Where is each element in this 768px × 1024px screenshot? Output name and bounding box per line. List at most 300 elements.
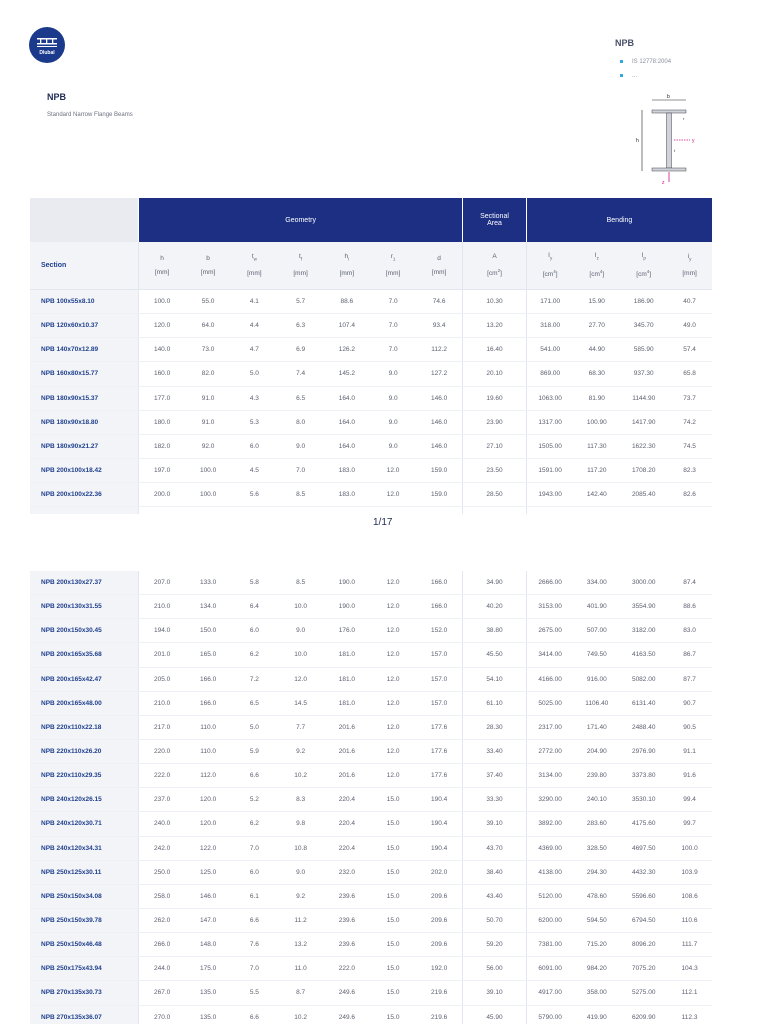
value-cell: 190.0 bbox=[324, 595, 370, 619]
value-cell: 5.7 bbox=[277, 290, 323, 314]
value-cell bbox=[573, 507, 620, 514]
column-symbol: i bbox=[687, 253, 690, 261]
value-cell: 10.30 bbox=[463, 290, 527, 314]
value-cell: 4.1 bbox=[231, 290, 277, 314]
value-cell: 5.3 bbox=[231, 410, 277, 434]
value-cell: 328.50 bbox=[573, 836, 620, 860]
value-cell: 4369.00 bbox=[526, 836, 573, 860]
table-row bbox=[30, 1005, 712, 1024]
section-name-cell: NPB 270x135x36.07 bbox=[30, 1005, 139, 1024]
value-cell: 91.0 bbox=[185, 386, 231, 410]
section-name-cell: NPB 200x100x22.36 bbox=[30, 483, 139, 507]
value-cell: 104.3 bbox=[667, 957, 712, 981]
value-cell: 125.0 bbox=[185, 860, 231, 884]
value-cell: 7075.20 bbox=[620, 957, 667, 981]
value-cell: 45.50 bbox=[462, 643, 526, 667]
value-cell: 15.0 bbox=[370, 933, 416, 957]
table-row bbox=[30, 643, 712, 667]
value-cell: 110.0 bbox=[185, 715, 231, 739]
value-cell: 6.5 bbox=[277, 386, 323, 410]
value-cell: 142.40 bbox=[573, 483, 620, 507]
value-cell: 68.30 bbox=[573, 362, 620, 386]
value-cell: 92.0 bbox=[185, 434, 231, 458]
value-cell: 240.0 bbox=[139, 812, 185, 836]
group-header-area-line1: Sectional bbox=[480, 213, 509, 220]
value-cell: 478.60 bbox=[573, 884, 620, 908]
table-row bbox=[30, 884, 712, 908]
value-cell: 1106.40 bbox=[573, 691, 620, 715]
column-symbol-subscript: y bbox=[689, 256, 692, 262]
value-cell: 181.0 bbox=[324, 643, 370, 667]
column-unit-end: ] bbox=[602, 271, 605, 279]
value-cell: 242.0 bbox=[139, 836, 185, 860]
value-cell: 10.8 bbox=[277, 836, 323, 860]
value-cell: 222.0 bbox=[324, 957, 370, 981]
value-cell: 4.7 bbox=[231, 338, 277, 362]
value-cell: 239.6 bbox=[324, 933, 370, 957]
value-cell: 112.2 bbox=[416, 338, 462, 362]
value-cell: 23.50 bbox=[463, 458, 527, 482]
value-cell: 5596.60 bbox=[620, 884, 667, 908]
value-cell: 103.9 bbox=[667, 860, 712, 884]
column-unit-superscript: 4 bbox=[599, 269, 603, 275]
value-cell: 239.6 bbox=[324, 908, 370, 932]
value-cell: 11.2 bbox=[277, 908, 323, 932]
value-cell: 6.1 bbox=[231, 884, 277, 908]
value-cell: 12.0 bbox=[370, 458, 416, 482]
side-title: NPB bbox=[615, 38, 635, 48]
column-unit: [mm] bbox=[339, 269, 355, 277]
section-name-cell: NPB 240x120x34.31 bbox=[30, 836, 139, 860]
value-cell: 74.5 bbox=[667, 434, 712, 458]
value-cell: 869.00 bbox=[526, 362, 573, 386]
value-cell: 4432.30 bbox=[620, 860, 667, 884]
section-name-cell: NPB 270x135x30.73 bbox=[30, 981, 139, 1005]
label-y: y bbox=[692, 138, 695, 144]
value-cell: 6794.50 bbox=[620, 908, 667, 932]
value-cell: 594.50 bbox=[573, 908, 620, 932]
value-cell: 15.0 bbox=[370, 957, 416, 981]
table-row bbox=[30, 788, 712, 812]
group-header-area-line2: Area bbox=[487, 220, 502, 227]
value-cell: 334.00 bbox=[573, 571, 620, 595]
table-row bbox=[30, 483, 712, 507]
table-row bbox=[30, 860, 712, 884]
value-cell: 108.6 bbox=[667, 884, 712, 908]
value-cell: 20.10 bbox=[463, 362, 527, 386]
table-row bbox=[30, 908, 712, 932]
value-cell: 157.0 bbox=[416, 643, 462, 667]
value-cell: 180.0 bbox=[139, 410, 185, 434]
value-cell: 5.0 bbox=[231, 362, 277, 386]
table-row bbox=[30, 362, 712, 386]
value-cell: 9.2 bbox=[277, 739, 323, 763]
column-header bbox=[370, 242, 416, 290]
section-diagram bbox=[630, 92, 710, 187]
value-cell: 12.0 bbox=[370, 739, 416, 763]
value-cell: 250.0 bbox=[139, 860, 185, 884]
value-cell: 175.0 bbox=[185, 957, 231, 981]
section-name-cell: NPB 140x70x12.89 bbox=[30, 338, 139, 362]
table-row bbox=[30, 981, 712, 1005]
value-cell: 232.0 bbox=[324, 860, 370, 884]
value-cell: 12.0 bbox=[370, 619, 416, 643]
value-cell: 15.0 bbox=[370, 981, 416, 1005]
value-cell bbox=[277, 507, 323, 514]
value-cell: 205.0 bbox=[139, 667, 185, 691]
value-cell: 59.20 bbox=[462, 933, 526, 957]
value-cell: 10.0 bbox=[277, 643, 323, 667]
value-cell: 186.90 bbox=[620, 290, 667, 314]
value-cell: 6.0 bbox=[231, 434, 277, 458]
value-cell: 38.40 bbox=[462, 860, 526, 884]
table-row bbox=[30, 290, 712, 314]
value-cell: 117.20 bbox=[573, 458, 620, 482]
value-cell: 82.6 bbox=[667, 483, 712, 507]
standards-list bbox=[620, 56, 671, 84]
value-cell: 73.0 bbox=[185, 338, 231, 362]
value-cell: 120.0 bbox=[185, 788, 231, 812]
value-cell: 12.0 bbox=[370, 764, 416, 788]
value-cell: 5275.00 bbox=[620, 981, 667, 1005]
value-cell: 419.90 bbox=[573, 1005, 620, 1024]
column-header bbox=[416, 242, 462, 290]
section-name-cell: NPB 250x175x43.94 bbox=[30, 957, 139, 981]
table-row bbox=[30, 338, 712, 362]
value-cell: 210.0 bbox=[139, 691, 185, 715]
value-cell: 4.3 bbox=[231, 386, 277, 410]
value-cell: 6.6 bbox=[231, 908, 277, 932]
value-cell: 4697.50 bbox=[620, 836, 667, 860]
value-cell: 157.0 bbox=[416, 667, 462, 691]
value-cell: 6091.00 bbox=[526, 957, 573, 981]
value-cell: 220.4 bbox=[324, 836, 370, 860]
table-page-1 bbox=[0, 198, 768, 514]
value-cell: 222.0 bbox=[139, 764, 185, 788]
value-cell: 5.8 bbox=[231, 571, 277, 595]
table-row bbox=[30, 933, 712, 957]
value-cell: 166.0 bbox=[416, 595, 462, 619]
value-cell: 240.10 bbox=[573, 788, 620, 812]
value-cell: 9.0 bbox=[277, 619, 323, 643]
value-cell bbox=[324, 507, 370, 514]
value-cell: 244.0 bbox=[139, 957, 185, 981]
value-cell: 10.2 bbox=[277, 1005, 323, 1024]
value-cell bbox=[231, 507, 277, 514]
column-unit: [mm] bbox=[154, 268, 170, 276]
column-symbol: r bbox=[390, 253, 393, 261]
top-flange bbox=[652, 110, 686, 113]
section-name-cell: NPB 250x150x46.48 bbox=[30, 933, 139, 957]
header-blank bbox=[30, 198, 139, 242]
value-cell: 8.0 bbox=[277, 410, 323, 434]
value-cell: 40.20 bbox=[462, 595, 526, 619]
column-symbol-subscript: z bbox=[596, 255, 599, 261]
value-cell: 100.0 bbox=[667, 836, 712, 860]
value-cell: 126.2 bbox=[324, 338, 370, 362]
value-cell: 8096.20 bbox=[620, 933, 667, 957]
value-cell: 8.7 bbox=[277, 981, 323, 1005]
value-cell: 13.20 bbox=[463, 314, 527, 338]
value-cell: 585.90 bbox=[620, 338, 667, 362]
value-cell: 3414.00 bbox=[526, 643, 573, 667]
value-cell: 7.4 bbox=[277, 362, 323, 386]
value-cell: 12.0 bbox=[370, 571, 416, 595]
value-cell: 6.0 bbox=[231, 619, 277, 643]
value-cell: 15.0 bbox=[370, 860, 416, 884]
column-header bbox=[277, 242, 323, 290]
table-row bbox=[30, 812, 712, 836]
properties-table-page-2 bbox=[30, 571, 712, 1024]
column-symbol-subscript: 1 bbox=[392, 256, 396, 262]
column-symbol: t bbox=[299, 253, 301, 261]
value-cell: 8.5 bbox=[277, 571, 323, 595]
value-cell: 5120.00 bbox=[526, 884, 573, 908]
value-cell: 541.00 bbox=[526, 338, 573, 362]
value-cell: 171.40 bbox=[573, 715, 620, 739]
value-cell: 100.0 bbox=[139, 290, 185, 314]
value-cell: 91.1 bbox=[667, 739, 712, 763]
value-cell: 201.6 bbox=[324, 715, 370, 739]
group-header-bending: Bending bbox=[526, 198, 712, 242]
logo-wordmark: Dlubal bbox=[39, 49, 55, 56]
value-cell: 358.00 bbox=[573, 981, 620, 1005]
value-cell: 8.5 bbox=[277, 483, 323, 507]
value-cell: 146.0 bbox=[185, 884, 231, 908]
value-cell bbox=[463, 507, 527, 514]
value-cell: 194.0 bbox=[139, 619, 185, 643]
column-unit: [cm bbox=[589, 271, 600, 279]
value-cell: 9.0 bbox=[277, 434, 323, 458]
value-cell: 6.2 bbox=[231, 643, 277, 667]
value-cell: 90.5 bbox=[667, 715, 712, 739]
value-cell: 120.0 bbox=[139, 314, 185, 338]
section-name-cell: NPB 120x60x10.37 bbox=[30, 314, 139, 338]
value-cell bbox=[526, 507, 573, 514]
properties-table-page-1 bbox=[30, 198, 712, 514]
value-cell: 90.7 bbox=[667, 691, 712, 715]
column-unit-end: ] bbox=[555, 271, 558, 279]
value-cell: 7.0 bbox=[370, 338, 416, 362]
column-header-section: Section bbox=[30, 242, 139, 290]
value-cell: 28.30 bbox=[462, 715, 526, 739]
value-cell: 7.0 bbox=[370, 290, 416, 314]
column-symbol: I bbox=[641, 251, 644, 259]
value-cell: 4.5 bbox=[231, 458, 277, 482]
value-cell: 57.4 bbox=[667, 338, 712, 362]
table-row bbox=[30, 314, 712, 338]
value-cell: 45.90 bbox=[462, 1005, 526, 1024]
value-cell: 192.0 bbox=[416, 957, 462, 981]
value-cell: 220.0 bbox=[139, 739, 185, 763]
value-cell: 33.40 bbox=[462, 739, 526, 763]
value-cell: 61.10 bbox=[462, 691, 526, 715]
value-cell bbox=[139, 507, 185, 514]
value-cell: 916.00 bbox=[573, 667, 620, 691]
column-unit: [mm] bbox=[247, 269, 262, 277]
value-cell: 3290.00 bbox=[526, 788, 573, 812]
table-row bbox=[30, 619, 712, 643]
value-cell: 120.0 bbox=[185, 812, 231, 836]
value-cell: 15.0 bbox=[370, 884, 416, 908]
section-name-cell: NPB 200x130x31.55 bbox=[30, 595, 139, 619]
document-subtitle: Standard Narrow Flange Beams bbox=[47, 112, 133, 118]
value-cell: 266.0 bbox=[139, 933, 185, 957]
value-cell: 9.8 bbox=[277, 812, 323, 836]
value-cell: 507.00 bbox=[573, 619, 620, 643]
value-cell: 5082.00 bbox=[620, 667, 667, 691]
value-cell: 202.0 bbox=[416, 860, 462, 884]
dlubal-logo bbox=[29, 27, 65, 63]
column-symbol: A bbox=[492, 252, 497, 260]
column-symbol: I bbox=[594, 251, 597, 259]
value-cell: 44.90 bbox=[573, 338, 620, 362]
value-cell: 100.90 bbox=[573, 410, 620, 434]
value-cell: 50.70 bbox=[462, 908, 526, 932]
value-cell: 146.0 bbox=[416, 434, 462, 458]
bottom-flange bbox=[652, 168, 686, 171]
value-cell: 65.8 bbox=[667, 362, 712, 386]
column-unit-superscript: 2 bbox=[497, 267, 501, 273]
value-cell: 88.6 bbox=[324, 290, 370, 314]
value-cell: 6.4 bbox=[231, 595, 277, 619]
value-cell: 183.0 bbox=[324, 458, 370, 482]
value-cell: 7.0 bbox=[231, 836, 277, 860]
value-cell: 2666.00 bbox=[526, 571, 573, 595]
value-cell: 164.0 bbox=[324, 386, 370, 410]
column-header bbox=[139, 242, 185, 290]
value-cell: 6.6 bbox=[231, 764, 277, 788]
value-cell: 2317.00 bbox=[526, 715, 573, 739]
value-cell: 56.00 bbox=[462, 957, 526, 981]
table-row bbox=[30, 507, 712, 514]
section-name-cell: NPB 200x165x35.68 bbox=[30, 643, 139, 667]
table-row bbox=[30, 386, 712, 410]
column-symbol: t bbox=[251, 253, 254, 261]
value-cell: 15.90 bbox=[573, 290, 620, 314]
value-cell: 148.0 bbox=[185, 933, 231, 957]
value-cell: 984.20 bbox=[573, 957, 620, 981]
table-row bbox=[30, 458, 712, 482]
value-cell: 15.0 bbox=[370, 1005, 416, 1024]
value-cell: 55.0 bbox=[185, 290, 231, 314]
value-cell: 220.4 bbox=[324, 812, 370, 836]
value-cell: 9.0 bbox=[370, 410, 416, 434]
section-name-cell: NPB 200x165x42.47 bbox=[30, 667, 139, 691]
table-row bbox=[30, 595, 712, 619]
table-page-2 bbox=[0, 571, 768, 1024]
value-cell: 176.0 bbox=[324, 619, 370, 643]
value-cell: 258.0 bbox=[139, 884, 185, 908]
value-cell: 6131.40 bbox=[620, 691, 667, 715]
table-row bbox=[30, 957, 712, 981]
group-header-area bbox=[463, 198, 527, 242]
value-cell: 6200.00 bbox=[526, 908, 573, 932]
value-cell: 12.0 bbox=[370, 643, 416, 667]
column-symbol: I bbox=[548, 251, 550, 259]
value-cell: 283.60 bbox=[573, 812, 620, 836]
value-cell: 1622.30 bbox=[620, 434, 667, 458]
value-cell: 86.7 bbox=[667, 643, 712, 667]
value-cell: 5790.00 bbox=[526, 1005, 573, 1024]
value-cell: 5.5 bbox=[231, 981, 277, 1005]
value-cell: 99.7 bbox=[667, 812, 712, 836]
value-cell: 147.0 bbox=[185, 908, 231, 932]
value-cell: 294.30 bbox=[573, 860, 620, 884]
value-cell: 122.0 bbox=[185, 836, 231, 860]
label-r: r bbox=[683, 116, 685, 121]
column-header bbox=[231, 242, 277, 290]
section-name-cell: NPB 220x110x22.18 bbox=[30, 715, 139, 739]
value-cell: 91.0 bbox=[185, 410, 231, 434]
value-cell: 12.0 bbox=[370, 483, 416, 507]
value-cell: 237.0 bbox=[139, 788, 185, 812]
column-unit: [mm] bbox=[200, 268, 216, 276]
value-cell: 3153.00 bbox=[526, 595, 573, 619]
value-cell: 219.6 bbox=[416, 981, 462, 1005]
value-cell: 12.0 bbox=[370, 715, 416, 739]
column-header bbox=[526, 242, 573, 290]
value-cell: 181.0 bbox=[324, 691, 370, 715]
column-symbol-subscript: f bbox=[300, 256, 303, 262]
value-cell: 39.10 bbox=[462, 981, 526, 1005]
column-unit: [mm] bbox=[682, 269, 697, 277]
column-symbol-subscript: y bbox=[549, 255, 553, 261]
value-cell: 1144.90 bbox=[620, 386, 667, 410]
section-name-cell: NPB 220x110x26.20 bbox=[30, 739, 139, 763]
value-cell: 6.0 bbox=[231, 860, 277, 884]
value-cell: 749.50 bbox=[573, 643, 620, 667]
value-cell: 7.7 bbox=[277, 715, 323, 739]
label-h: h bbox=[636, 138, 639, 144]
value-cell bbox=[416, 507, 462, 514]
value-cell: 190.4 bbox=[416, 788, 462, 812]
value-cell: 100.0 bbox=[185, 458, 231, 482]
value-cell: 133.0 bbox=[185, 571, 231, 595]
table-row bbox=[30, 691, 712, 715]
value-cell: 10.0 bbox=[277, 595, 323, 619]
value-cell: 11.0 bbox=[277, 957, 323, 981]
value-cell: 27.70 bbox=[573, 314, 620, 338]
value-cell: 239.80 bbox=[573, 764, 620, 788]
value-cell: 217.0 bbox=[139, 715, 185, 739]
column-symbol-subscript: w bbox=[253, 256, 257, 262]
value-cell: 201.6 bbox=[324, 764, 370, 788]
value-cell: 81.90 bbox=[573, 386, 620, 410]
value-cell: 4138.00 bbox=[526, 860, 573, 884]
column-symbol: h bbox=[160, 254, 164, 262]
value-cell: 40.7 bbox=[667, 290, 712, 314]
value-cell: 107.4 bbox=[324, 314, 370, 338]
label-tw: t bbox=[674, 148, 676, 153]
value-cell: 209.6 bbox=[416, 933, 462, 957]
value-cell: 112.0 bbox=[185, 764, 231, 788]
value-cell: 100.0 bbox=[185, 483, 231, 507]
column-symbol: h bbox=[344, 253, 349, 261]
value-cell: 220.4 bbox=[324, 788, 370, 812]
value-cell: 201.0 bbox=[139, 643, 185, 667]
section-name-cell: NPB 250x150x34.08 bbox=[30, 884, 139, 908]
value-cell: 54.10 bbox=[462, 667, 526, 691]
value-cell: 197.0 bbox=[139, 458, 185, 482]
value-cell: 5.2 bbox=[231, 788, 277, 812]
value-cell: 401.90 bbox=[573, 595, 620, 619]
value-cell: 177.6 bbox=[416, 739, 462, 763]
value-cell: 210.0 bbox=[139, 595, 185, 619]
value-cell: 2772.00 bbox=[526, 739, 573, 763]
table-row bbox=[30, 764, 712, 788]
section-name-cell bbox=[30, 507, 139, 514]
